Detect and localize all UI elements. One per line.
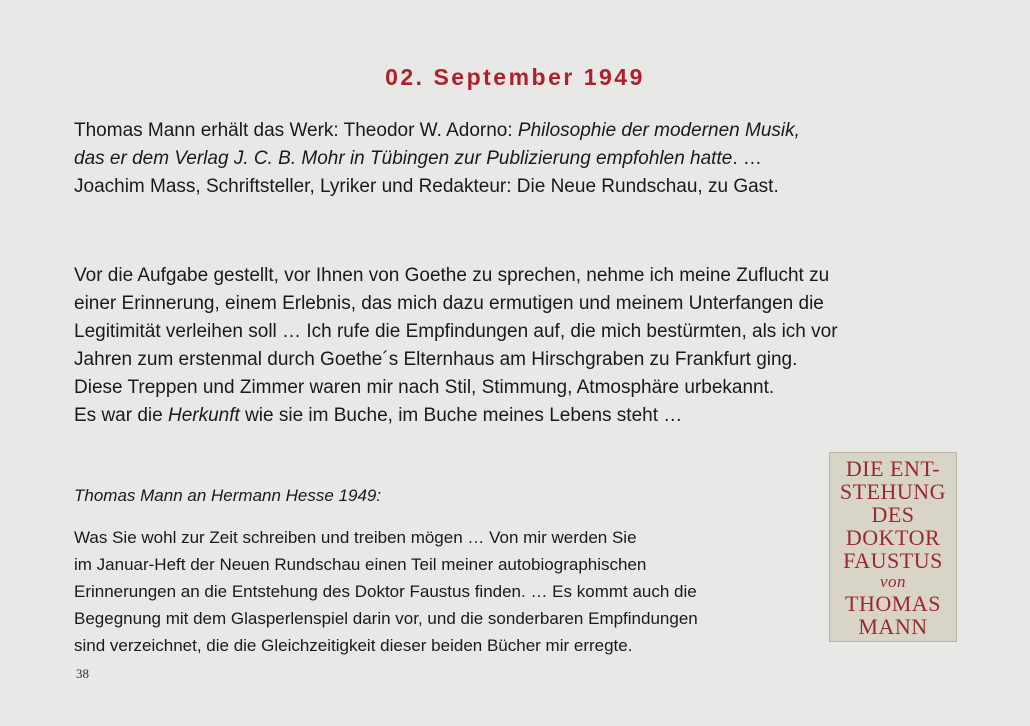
- goethe-line: Vor die Aufgabe gestellt, vor Ihnen von Goethe zu sprechen, nehme ich meine Zuflucht zu: [74, 265, 830, 286]
- intro-line-3: Joachim Mass, Schriftsteller, Lyriker und Redakteur: Die Neue Rundschau, zu Gast.: [74, 176, 779, 197]
- letter-line: Begegnung mit dem Glasperlenspiel darin vor, und die sonderbaren Empfindungen: [74, 609, 698, 628]
- intro-line-1-plain: Thomas Mann erhält das Werk: Theodor W. Adorno:: [74, 120, 518, 141]
- book-title-line: DOKTOR: [845, 524, 941, 550]
- goethe-line: einer Erinnerung, einem Erlebnis, das mich dazu ermutigen und meinem Unterfangen die: [74, 293, 824, 314]
- book-title-line: STEHUNG: [839, 478, 947, 504]
- page-title: 02. September 1949: [385, 64, 645, 90]
- intro-paragraph: [74, 117, 934, 201]
- intro-line-2: [74, 145, 934, 173]
- intro-line-1-italic: Philosophie der modernen Musik,: [517, 120, 800, 141]
- book-von: von: [879, 571, 907, 591]
- goethe-line: Diese Treppen und Zimmer waren mir nach Stil, Stimmung, Atmosphäre urbekannt.: [74, 377, 775, 398]
- book-author-line: THOMAS: [845, 590, 941, 616]
- letter-paragraph: [74, 524, 814, 659]
- book-title-line: FAUSTUS: [843, 547, 943, 573]
- letter-line: Erinnerungen an die Entstehung des Doktor Faustus finden. … Es kommt auch die: [74, 582, 697, 601]
- goethe-paragraph: [74, 262, 954, 430]
- intro-line-2-plain: . …: [732, 148, 762, 169]
- goethe-last-italic: Herkunft: [167, 405, 240, 426]
- book-cover-image: [829, 452, 957, 642]
- goethe-line: Jahren zum erstenmal durch Goethe´s Elternhaus am Hirschgraben zu Frankfurt ging.: [74, 349, 798, 370]
- letter-heading: Thomas Mann an Hermann Hesse 1949:: [74, 486, 382, 505]
- goethe-line: Legitimität verleihen soll … Ich rufe die Empfindungen auf, die mich bestürmten, als ich vor: [74, 321, 838, 342]
- book-title-line: DES: [871, 501, 915, 527]
- goethe-last-post: wie sie im Buche, im Buche meines Lebens steht …: [239, 405, 683, 426]
- book-title-line: DIE ENT-: [845, 455, 941, 481]
- goethe-line-last: [74, 402, 954, 430]
- page-number: 38: [76, 666, 89, 681]
- letter-line: sind verzeichnet, die die Gleichzeitigkeit dieser beiden Bücher mir erregte.: [74, 636, 633, 655]
- intro-line-2-italic: das er dem Verlag J. C. B. Mohr in Tübingen zur Publizierung empfohlen hatte: [74, 148, 733, 169]
- goethe-last-pre: Es war die: [74, 405, 168, 426]
- intro-line-1: [74, 117, 934, 145]
- letter-line: im Januar-Heft der Neuen Rundschau einen Teil meiner autobiographischen: [74, 555, 647, 574]
- letter-line: Was Sie wohl zur Zeit schreiben und treiben mögen … Von mir werden Sie: [74, 528, 637, 547]
- book-author-line: MANN: [858, 613, 928, 639]
